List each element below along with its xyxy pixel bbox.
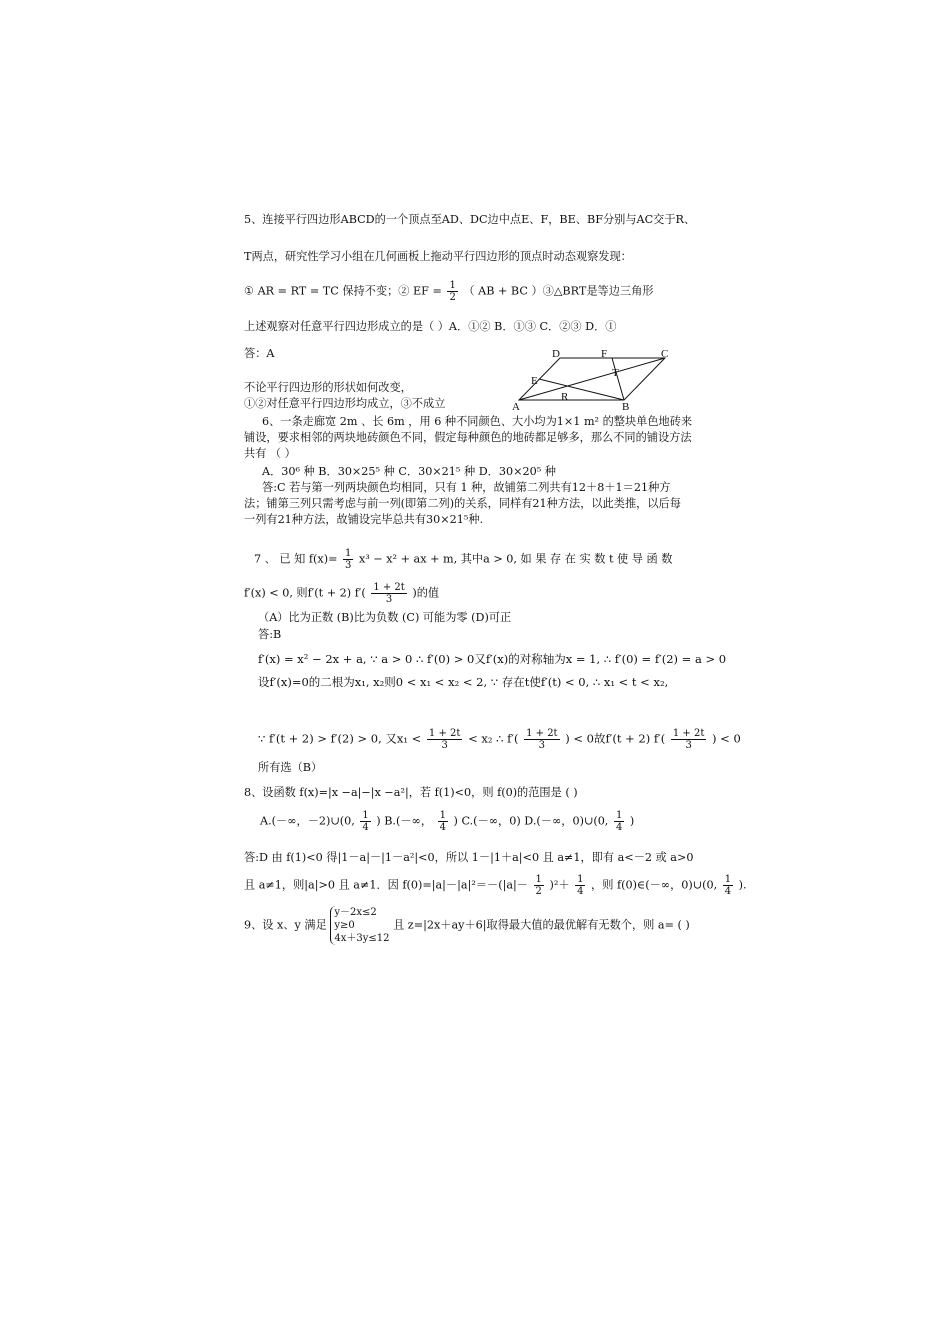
q8-ans2 bbox=[244, 874, 747, 897]
q8-options bbox=[260, 810, 634, 833]
q7-third-fraction: $\frac{1}{3}$ bbox=[345, 548, 352, 571]
q7-line2a: f′(x) < 0, 则f′(t + 2) f′( bbox=[244, 586, 366, 600]
q7-sol-fraction-2: $\frac{1 + 2t}{3}$ bbox=[526, 728, 558, 751]
q8-ans-half-fraction: $\frac{1}{2}$ bbox=[535, 874, 542, 897]
q8-line1: 8、设函数 f(x)=|x −a|−|x −a²|，若 f(1)<0，则 f(0)的范围是 ( ) bbox=[244, 786, 578, 799]
label-E: E bbox=[531, 375, 538, 387]
q5-line3 bbox=[244, 280, 653, 303]
q7-sol-fraction-1: $\frac{1 + 2t}{3}$ bbox=[428, 728, 461, 751]
q5-line3b: （ AB + BC ）③△BRT是等边三角形 bbox=[463, 284, 654, 298]
q8-ans1: 答:D 由 f(1)<0 得|1－a|－|1－a²|<0，所以 1－|1＋a|<0 且 a≠1，即有 a<－2 或 a>0 bbox=[244, 851, 694, 864]
q5-note2: ①②对任意平行四边形均成立，③不成立 bbox=[244, 397, 446, 410]
q5-line1: 5、连接平行四边形ABCD的一个顶点至AD、DC边中点E、F，BE、BF分别与AC交于R、 bbox=[244, 213, 696, 226]
q7-sol4: 所有选（B） bbox=[258, 761, 323, 774]
q9-constraint-1: y－2x≤2 bbox=[334, 907, 377, 918]
q9-lead: 9、设 x、y 满足 bbox=[244, 918, 327, 932]
q7-options: （A）比为正数 (B)比为负数 (C) 可能为零 (D)可正 bbox=[258, 611, 512, 624]
q8-ans2d: ). bbox=[738, 878, 747, 892]
q5-answer: 答：A bbox=[244, 347, 275, 360]
q9-constraint-2: y≥0 bbox=[334, 920, 355, 931]
q8-ans-quarter-fraction-2: $\frac{1}{4}$ bbox=[724, 874, 732, 897]
q9-line bbox=[244, 906, 690, 945]
q9-constraint-system bbox=[330, 906, 389, 945]
q7-sol3b: < x₂ ∴ f′( bbox=[468, 731, 519, 746]
label-A: A bbox=[512, 401, 520, 413]
q8-ans2b: )²＋ bbox=[549, 878, 570, 892]
label-B: B bbox=[622, 401, 630, 413]
label-F: F bbox=[601, 348, 608, 360]
q7-fraction: $\frac{1 + 2t}{3}$ bbox=[373, 582, 405, 605]
q5-note1: 不论平行四边形的形状如何改变， bbox=[244, 381, 412, 394]
q7-sol3 bbox=[258, 728, 741, 751]
q6-ans3: 一列有21种方法，故铺设完毕总共有30×21⁵种. bbox=[244, 513, 484, 526]
q8-optA: A.(－∞，－2)∪(0, bbox=[260, 814, 355, 828]
q9-tail: 且 z=|2x＋ay＋6|取得最大值的最优解有无数个，则 a= ( ) bbox=[393, 918, 690, 932]
q7-sol-fraction-3: $\frac{1 + 2t}{3}$ bbox=[672, 728, 705, 751]
q7-sol3c: ) < 0故f′(t + 2) f′( bbox=[565, 731, 666, 746]
q7-sol2: 设f′(x)=0的二根为x₁, x₂则0 < x₁ < x₂ < 2, ∵ 存在t使f′(t) < 0, ∴ x₁ < t < x₂, bbox=[258, 675, 669, 689]
q5-line4: 上述观察对任意平行四边形成立的是（ ）A．①② B．①③ C．②③ D．① bbox=[244, 320, 617, 333]
q7-line2b: )的值 bbox=[412, 586, 440, 600]
q6-line1: 6、一条走廊宽 2m 、长 6m ，用 6 种不同颜色、大小均为1×1 m² 的整块单色地砖来 bbox=[262, 415, 693, 428]
q6-ans1: 答:C 若与第一列两块颜色均相同，只有 1 种，故铺第二列共有12＋8＋1＝21种方 bbox=[262, 481, 671, 494]
parallelogram-figure bbox=[508, 346, 680, 418]
q8-ans2c: ，则 f(0)∈(－∞，0)∪(0, bbox=[591, 878, 718, 892]
q8-optA-fraction: $\frac{1}{4}$ bbox=[362, 810, 369, 833]
q6-line2: 铺设，要求相邻的两块地砖颜色不同，假定每种颜色的地砖都足够多，那么不同的铺设方法 bbox=[244, 431, 692, 444]
q5-half-fraction: $\frac{1}{2}$ bbox=[449, 280, 456, 303]
label-D: D bbox=[552, 348, 560, 360]
q8-optB-fraction: $\frac{1}{4}$ bbox=[439, 810, 446, 833]
q7-line1 bbox=[254, 548, 672, 571]
q7-line1b: x³ − x² + ax + m, 其中a > 0, 如 果 存 在 实 数 t 使 导 函 数 bbox=[358, 552, 673, 566]
q6-line3: 共有 （ ） bbox=[244, 447, 296, 460]
q6-ans2: 法；铺第三列只需考虑与前一列(即第二列)的关系，同样有21种方法，以此类推，以后每 bbox=[244, 497, 681, 510]
q5-line3a: ① AR = RT = TC 保持不变；② EF = bbox=[244, 284, 442, 298]
q7-sol1: f′(x) = x² − 2x + a, ∵ a > 0 ∴ f′(0) > 0又f′(x)的对称轴为x = 1, ∴ f′(0) = f′(2) = a > 0 bbox=[258, 652, 727, 666]
q6-options: A．30⁶ 种 B．30×25⁵ 种 C．30×21⁵ 种 D．30×20⁵ 种 bbox=[262, 465, 556, 478]
q5-line2: T两点，研究性学习小组在几何画板上拖动平行四边形的顶点时动态观察发现： bbox=[244, 250, 632, 263]
q8-optC: ) C.(－∞，0) D.(－∞，0)∪(0, bbox=[453, 814, 609, 828]
label-T: T bbox=[612, 367, 619, 379]
label-R: R bbox=[561, 391, 569, 403]
q7-line2 bbox=[244, 582, 439, 605]
q8-ans-quarter-fraction: $\frac{1}{4}$ bbox=[577, 874, 584, 897]
q8-optB: ) B.(－∞， bbox=[376, 814, 433, 828]
label-C: C bbox=[661, 348, 669, 360]
q8-ans2a: 且 a≠1，则|a|>0 且 a≠1．因 f(0)=|a|－|a|²＝－(|a|－ bbox=[244, 878, 528, 892]
q7-sol3d: ) < 0 bbox=[712, 731, 741, 746]
q7-answer: 答:B bbox=[258, 628, 282, 641]
q7-line1a: 7 、 已 知 f(x)= bbox=[254, 552, 338, 566]
q7-sol3a: ∵ f′(t + 2) > f′(2) > 0, 又x₁ < bbox=[258, 731, 422, 746]
q8-optD-end: ) bbox=[629, 814, 635, 828]
q9-constraint-3: 4x＋3y≤12 bbox=[334, 933, 390, 944]
q8-optD-fraction: $\frac{1}{4}$ bbox=[615, 810, 623, 833]
